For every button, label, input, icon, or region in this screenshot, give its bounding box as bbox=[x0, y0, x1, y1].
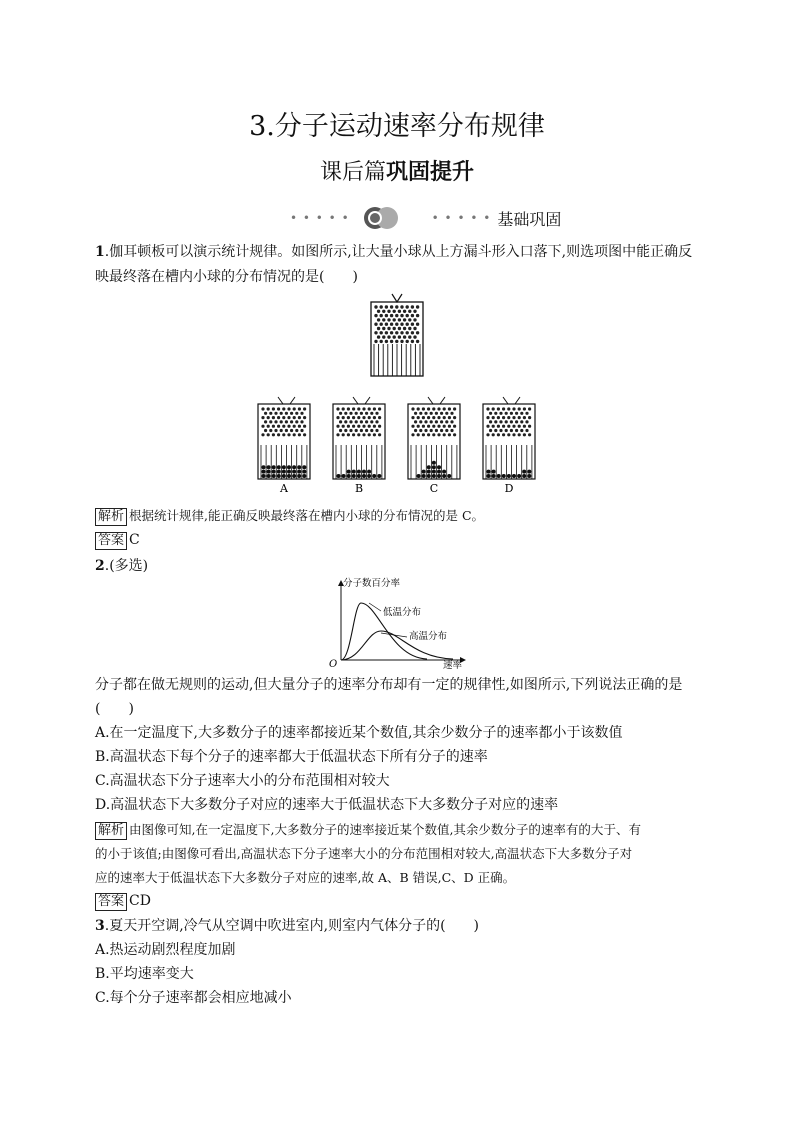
q2-type-note: .(多选) bbox=[104, 558, 149, 574]
q1-analysis bbox=[95, 507, 484, 526]
q1-text-1: .伽耳顿板可以演示统计规律。如图所示,让大量小球从上方漏斗形入口落下,则选项图中能正确反 bbox=[104, 244, 693, 260]
option-board-b bbox=[333, 397, 385, 479]
option-board-d bbox=[483, 397, 535, 479]
analysis-tag: 解析 bbox=[95, 822, 127, 840]
low-temp-label: 低温分布 bbox=[383, 607, 422, 618]
galton-board-figure bbox=[366, 292, 428, 380]
subtitle-bold: 巩固提升 bbox=[386, 159, 475, 185]
q2-stem-2 bbox=[95, 700, 134, 718]
q3-option-c bbox=[95, 989, 292, 1007]
page-subtitle bbox=[0, 155, 794, 186]
q2-analysis-1 bbox=[95, 821, 641, 840]
q2-analysis-text-2: 的小于该值;由图像可看出,高温状态下分子速率大小的分布范围相对较大,高温状态下大多数分子对 bbox=[95, 846, 633, 861]
q2-option-d bbox=[95, 796, 558, 814]
q2-analysis-2 bbox=[95, 845, 632, 863]
q3-option-a bbox=[95, 941, 236, 959]
option-label-a: A bbox=[280, 482, 288, 495]
dots-decoration: • • • • • bbox=[290, 211, 350, 225]
q2-stem-text-2: ( ) bbox=[95, 701, 134, 717]
high-temp-label: 高温分布 bbox=[409, 631, 448, 642]
option-label-d: D bbox=[504, 482, 514, 495]
q3-line bbox=[95, 917, 479, 935]
y-axis-label: 分子数百分率 bbox=[343, 578, 401, 589]
q1-answer bbox=[95, 531, 140, 550]
q3-option-b-text: B.平均速率变大 bbox=[95, 966, 194, 982]
galton-options-figure bbox=[250, 395, 560, 497]
section-label: 基础巩固 bbox=[497, 209, 562, 229]
q3-option-c-text: C.每个分子速率都会相应地减小 bbox=[95, 990, 292, 1006]
q2-answer bbox=[95, 892, 151, 911]
q2-stem-1 bbox=[95, 676, 682, 694]
q1-analysis-text: 根据统计规律,能正确反映最终落在槽内小球的分布情况的是 C。 bbox=[129, 508, 485, 523]
answer-tag: 答案 bbox=[95, 893, 127, 911]
q1-text-2: 映最终落在槽内小球的分布情况的是( ) bbox=[95, 269, 358, 285]
option-label-b: B bbox=[354, 482, 364, 495]
q1-line1 bbox=[95, 243, 692, 261]
q2-analysis-text-1: 由图像可知,在一定温度下,大多数分子的速率接近某个数值,其余少数分子的速率有的大于、有 bbox=[129, 822, 641, 837]
option-board-c bbox=[408, 397, 460, 479]
section-badge-icon bbox=[356, 205, 402, 231]
answer-tag: 答案 bbox=[95, 532, 127, 550]
title-text: 3.分子运动速率分布规律 bbox=[249, 111, 545, 142]
q2-header bbox=[95, 557, 148, 575]
page-title bbox=[0, 104, 794, 143]
q2-analysis-text-3: 应的速率大于低温状态下大多数分子对应的速率,故 A、B 错误,C、D 正确。 bbox=[95, 870, 516, 885]
origin-label: O bbox=[329, 659, 338, 670]
option-board-a bbox=[258, 397, 310, 479]
dots-decoration-2: • • • • • bbox=[431, 211, 492, 225]
q2-option-b-text: B.高温状态下每个分子的速率都大于低温状态下所有分子的速率 bbox=[95, 749, 488, 765]
section-header bbox=[290, 203, 561, 233]
q3-option-b bbox=[95, 965, 194, 983]
speed-distribution-figure bbox=[325, 575, 475, 671]
q2-number: 2 bbox=[95, 558, 105, 574]
q1-answer-text: C bbox=[129, 532, 140, 548]
q1-line2 bbox=[95, 268, 358, 286]
analysis-tag: 解析 bbox=[95, 508, 127, 526]
q2-option-a bbox=[95, 724, 622, 742]
x-axis-label: 速率 bbox=[443, 660, 463, 671]
q2-option-a-text: A.在一定温度下,大多数分子的速率都接近某个数值,其余少数分子的速率都小于该数值 bbox=[95, 725, 623, 741]
q3-text: .夏天开空调,冷气从空调中吹进室内,则室内气体分子的( ) bbox=[104, 918, 480, 934]
q2-answer-text: CD bbox=[129, 893, 151, 909]
q2-analysis-3 bbox=[95, 869, 515, 887]
q2-stem-text-1: 分子都在做无规则的运动,但大量分子的速率分布却有一定的规律性,如图所示,下列说法正确的是 bbox=[95, 677, 683, 693]
q2-option-c bbox=[95, 772, 390, 790]
q2-option-c-text: C.高温状态下分子速率大小的分布范围相对较大 bbox=[95, 773, 390, 789]
q3-number: 3 bbox=[95, 918, 105, 934]
q1-number: 1 bbox=[95, 244, 105, 260]
option-label-c: C bbox=[429, 482, 439, 495]
q2-option-d-text: D.高温状态下大多数分子对应的速率大于低温状态下大多数分子对应的速率 bbox=[95, 797, 559, 813]
q2-option-b bbox=[95, 748, 488, 766]
subtitle-prefix: 课后篇 bbox=[319, 160, 386, 185]
q3-option-a-text: A.热运动剧烈程度加剧 bbox=[95, 942, 236, 958]
